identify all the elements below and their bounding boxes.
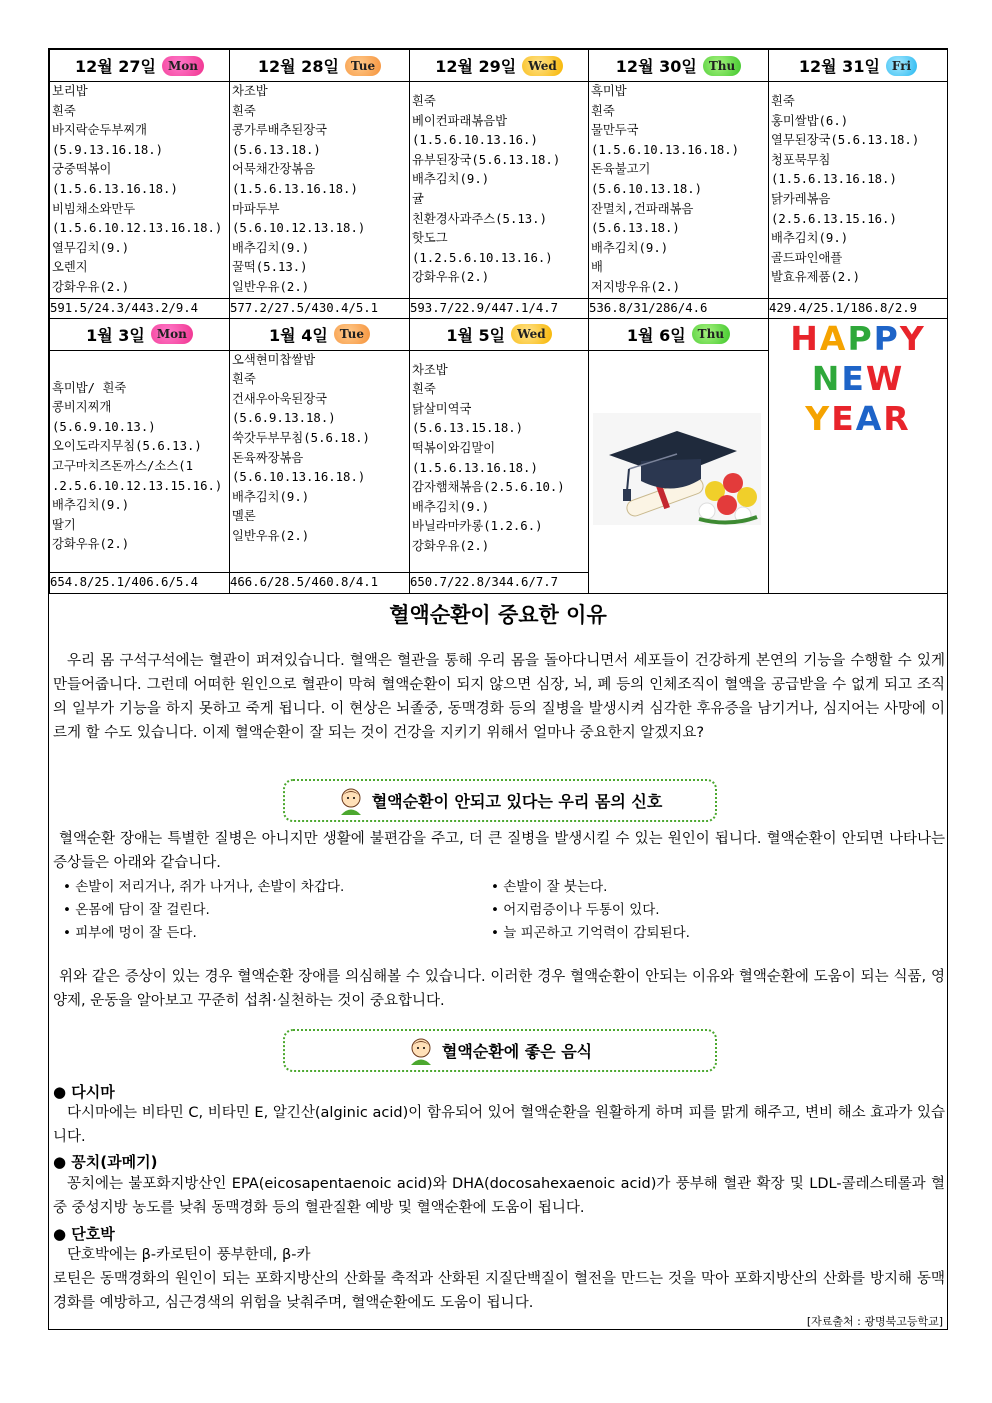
symptom-item: • 늘 피곤하고 기억력이 감퇴된다. [491,922,931,945]
menu-item: 배추김치(9.) [232,489,310,504]
menu-item: 열무된장국(5.6.13.18.) [771,133,920,148]
menu-item: (5.6.9.13.18.) [232,411,336,426]
menu-item: 보리밥 [52,84,88,98]
happy-new-year-graphic [769,319,947,439]
menu-item: (5.6.13.18.) [591,221,680,236]
conclusion-paragraph: 위와 같은 증상이 있는 경우 혈액순환 장애를 의심해볼 수 있습니다. 이러한 경우 혈액순환이 안되는 이유와 혈액순환에 도움이 되는 식품, 영양제, 운동을 알아보고 꾸준히 섭취·실천하는 것이 중요합니다. [53,969,945,1009]
menu-cell [410,350,589,573]
signal-paragraph: 혈액순환 장애는 특별한 질병은 아니지만 생활에 불편감을 주고, 더 큰 질병을 발생시킬 수 있는 원인이 됩니다. 혈액순환이 안되면 나타나는 증상들은 아래와 같습니다. [53,831,945,871]
menu-cell [50,350,230,573]
day-header [50,318,230,350]
day-header [769,50,948,82]
graduation-image [589,351,768,593]
menu-item: 쑥갓두부무침(5.6.18.) [232,430,370,445]
menu-item: 떡볶이와김말이 [412,440,496,455]
weekday-badge: Wed [522,56,563,76]
menu-table [49,49,948,594]
menu-item: 돈육짜장볶음 [232,450,304,465]
menu-items [230,82,409,298]
menu-item: 물만두국 [591,123,639,138]
day-header [410,50,589,82]
menu-item: (1.5.6.13.16.18.) [771,172,897,187]
nutrition-info: 591.5/24.3/443.2/9.4 [50,298,230,318]
menu-item: 배 [591,260,603,275]
date-label: 12월 27일 [74,57,156,76]
nutrition-info: 466.6/28.5/460.8/4.1 [230,573,410,593]
menu-item: 유부된장국(5.6.13.18.) [412,152,561,167]
date-label: 1월 6일 [626,325,686,345]
menu-item: 닭살미역국 [412,401,472,416]
menu-item: (5.6.13.18.) [232,142,321,157]
menu-item: 감자햄채볶음(2.5.6.10.) [412,480,565,495]
new-year-cell [769,318,948,593]
menu-items [230,351,409,547]
menu-item: (1.5.6.13.16.18.) [232,181,358,196]
menu-item: 흰죽 [591,103,615,118]
menu-item: (5.6.10.13.16.18.) [232,470,366,485]
menu-item: 오색현미찹쌀밥 [232,352,316,367]
menu-item: 어묵채간장볶음 [232,162,316,177]
menu-item: (1.2.5.6.10.13.16.) [412,250,553,265]
new-word: NEW [811,358,905,398]
signal-heading-box [283,779,717,822]
menu-item: 흑미밥 [591,84,627,98]
nutrition-info: 654.8/25.1/406.6/5.4 [50,573,230,593]
menu-item: (1.5.6.10.13.16.18.) [591,142,740,157]
menu-item: 열무김치(9.) [52,240,130,255]
menu-item: (5.6.10.12.13.18.) [232,221,366,236]
menu-items [769,82,947,288]
menu-item: 강화우유(2.) [412,538,490,553]
menu-item: 꿀떡(5.13.) [232,260,308,275]
menu-cell [50,82,230,299]
menu-item: 흰죽 [232,372,256,387]
date-label: 1월 4일 [269,325,328,345]
menu-item: 비빔채소와만두 [52,201,136,216]
menu-item: 배추김치(9.) [771,231,849,246]
menu-items [410,82,588,288]
menu-item: 청포묵무침 [771,152,831,167]
food-text-pumpkin-2: 로틴은 동맥경화의 원인이 되는 포화지방산의 산화물 축적과 산화된 지질단백질이 혈전을 만드는 것을 막아 포화지방산의 산화를 방지해 동맥경화를 예방하고, 심근경색의 위험을 낮춰주며, 혈액순환에도 도움이 됩니다. [53,1271,945,1311]
menu-cell [230,350,410,573]
graduation-cell [589,350,769,593]
menu-cell [769,82,948,299]
menu-item: 콩가루배추된장국 [232,123,328,138]
signal-heading: 혈액순환이 안되고 있다는 우리 몸의 신호 [371,792,663,811]
student-icon [408,1036,434,1066]
menu-item: 오렌지 [52,260,88,275]
menu-item: (2.5.6.13.15.16.) [771,211,897,226]
menu-item: 흰죽 [52,103,76,118]
newsletter-sheet [48,48,948,1330]
weekday-badge: Thu [703,56,741,76]
menu-item: (5.6.10.13.18.) [591,181,703,196]
menu-item: 발효유제품(2.) [771,270,861,285]
food-text-saury: 꽁치에는 불포화지방산인 EPA(eicosapentaenoic acid)와 DHA(docosahexaenoic acid)가 풍부해 혈관 확장 및 LDL-콜레스테롤과 혈중 중성지방 농도를 낮춰 동맥경화 등의 혈관질환 예방 및 혈액순환에 도움이 됩니다. [53,1176,945,1216]
day-header [50,50,230,82]
menu-item: 강화우유(2.) [52,279,130,294]
day-header [589,50,769,82]
symptom-item: • 온몸에 담이 잘 걸린다. [63,899,491,922]
food-text-pumpkin-1: 단호박에는 β-카로틴이 풍부한데, β-카 [67,1247,311,1263]
food-name-kelp: ● 다시마 [53,1083,115,1101]
menu-item: (5.6.13.15.18.) [412,421,524,436]
menu-items [410,351,588,557]
menu-item: 잔멸치,건파래볶음 [591,201,694,216]
menu-item: 귤 [412,191,424,206]
food-heading-box [283,1029,717,1072]
weekday-badge: Mon [162,56,204,76]
menu-item: 닭카레볶음 [771,191,831,206]
menu-item: (1.5.6.10.13.16.) [412,133,538,148]
menu-item: 딸기 [52,517,76,532]
menu-item: 일반우유(2.) [232,528,310,543]
menu-items [50,82,229,298]
food-name-pumpkin: ● 단호박 [53,1225,115,1243]
nutrition-info: 593.7/22.9/447.1/4.7 [410,298,589,318]
menu-item: .2.5.6.10.12.13.15.16.) [52,478,223,493]
happy-word: HAPPY [790,318,926,358]
date-label: 12월 31일 [798,57,880,76]
menu-item: (5.6.9.10.13.) [52,419,156,434]
nutrition-info: 650.7/22.8/344.6/7.7 [410,573,589,593]
article-title: 혈액순환이 중요한 이유 [389,603,607,627]
menu-item: 흰죽 [412,94,436,108]
date-label: 12월 30일 [615,57,697,76]
menu-item: 바지락순두부찌개 [52,123,148,138]
student-icon [338,786,364,816]
menu-item: 콩비지찌개 [52,400,112,415]
menu-items [589,82,768,298]
menu-item: 흰죽 [771,94,795,108]
food-text-kelp: 다시마에는 비타민 C, 비타민 E, 알긴산(alginic acid)이 함유되어 있어 혈액순환을 원활하게 하며 피를 맑게 해주고, 변비 해소 효과가 있습니다. [53,1105,945,1145]
menu-item: 배추김치(9.) [412,172,490,187]
weekday-badge: Thu [692,324,730,344]
date-label: 12월 29일 [435,57,517,76]
menu-item: 배추김치(9.) [232,240,310,255]
menu-item: 핫도그 [412,231,448,246]
date-label: 1월 5일 [446,325,506,345]
menu-item: 차조밥 [412,362,448,377]
intro-paragraph: 우리 몸 구석구석에는 혈관이 퍼져있습니다. 혈액은 혈관을 통해 우리 몸을 돌아다니면서 세포들이 건강하게 본연의 기능을 수행할 수 있게 만들어줍니다. 그런데 어떠한 원인으로 혈관이 막혀 혈액순환이 되지 않으면 심장, 뇌, 폐 등의 인체조직이 혈액을 공급받을 수 없게 되고 조직의 일부가 기능을 하지 못하고 죽게 됩니다. 이 현상은 뇌졸중, 동맥경화 등의 질병을 발생시켜 심각한 후유증을 남기거나, 심지어는 사망에 이르게 할 수도 있습니다. 이제 혈액순환이 잘 되는 것이 건강을 지키기 위해서 얼마나 중요한지 알겠지요? [53,653,945,741]
nutrition-info: 536.8/31/286/4.6 [589,298,769,318]
symptom-list [63,876,943,945]
year-word: YEAR [805,398,911,438]
menu-item: 배추김치(9.) [412,499,490,514]
date-label: 12월 28일 [257,57,339,76]
menu-item: (1.5.6.13.16.18.) [412,460,538,475]
menu-item: 흑미밥/ 흰죽 [52,380,127,395]
food-name-saury: ● 꽁치(과메기) [53,1153,158,1171]
day-header [230,318,410,350]
source-credit: [자료출처 : 광명북고등학교] [806,1315,943,1328]
menu-item: 고구마치즈돈까스/소스(1 [52,458,193,473]
weekday-badge: Tue [345,56,381,76]
day-header [589,318,769,350]
menu-item: (1.5.6.13.16.18.) [52,181,178,196]
menu-item: 강화우유(2.) [412,270,490,285]
menu-item: 바닐라마카롱(1.2.6.) [412,519,543,534]
day-header [230,50,410,82]
menu-item: (1.5.6.10.12.13.16.18.) [52,221,223,236]
date-label: 1월 3일 [86,325,145,345]
menu-item: 베이컨파래볶음밥 [412,113,508,128]
symptom-item: • 손발이 저리거나, 쥐가 나거나, 손발이 차갑다. [63,876,491,899]
menu-item: 친환경사과주스(5.13.) [412,211,547,226]
weekday-badge: Wed [511,324,552,344]
menu-cell [589,82,769,299]
day-header [410,318,589,350]
menu-item: 배추김치(9.) [591,240,669,255]
menu-item: 건새우아욱된장국 [232,391,328,406]
weekday-badge: Tue [334,324,370,344]
menu-item: 궁중떡볶이 [52,162,112,177]
symptom-item: • 피부에 멍이 잘 든다. [63,922,491,945]
menu-cell [410,82,589,299]
menu-item: 골드파인애플 [771,250,843,265]
menu-item: 오이도라지무침(5.6.13.) [52,439,202,454]
menu-item: 흰죽 [232,103,256,118]
food-heading: 혈액순환에 좋은 음식 [441,1042,593,1061]
weekday-badge: Fri [886,56,917,76]
nutrition-info: 577.2/27.5/430.4/5.1 [230,298,410,318]
menu-item: 흰죽 [412,382,436,397]
menu-item: 저지방우유(2.) [591,279,681,294]
menu-item: 차조밥 [232,84,268,98]
weekday-badge: Mon [151,324,193,344]
menu-item: 홍미쌀밥(6.) [771,113,849,128]
menu-cell [230,82,410,299]
menu-item: 마파두부 [232,201,280,216]
menu-item: 강화우유(2.) [52,537,130,552]
menu-item: 배추김치(9.) [52,498,130,513]
symptom-item: • 어지럼증이나 두통이 있다. [491,899,931,922]
menu-item: 일반우유(2.) [232,279,310,294]
graduation-cap-icon [589,351,765,589]
symptom-item: • 손발이 잘 붓는다. [491,876,931,899]
menu-item: (5.9.13.16.18.) [52,142,164,157]
menu-item: 돈육불고기 [591,162,651,177]
nutrition-info: 429.4/25.1/186.8/2.9 [769,298,948,318]
menu-items [50,351,229,555]
menu-item: 멜론 [232,509,256,524]
